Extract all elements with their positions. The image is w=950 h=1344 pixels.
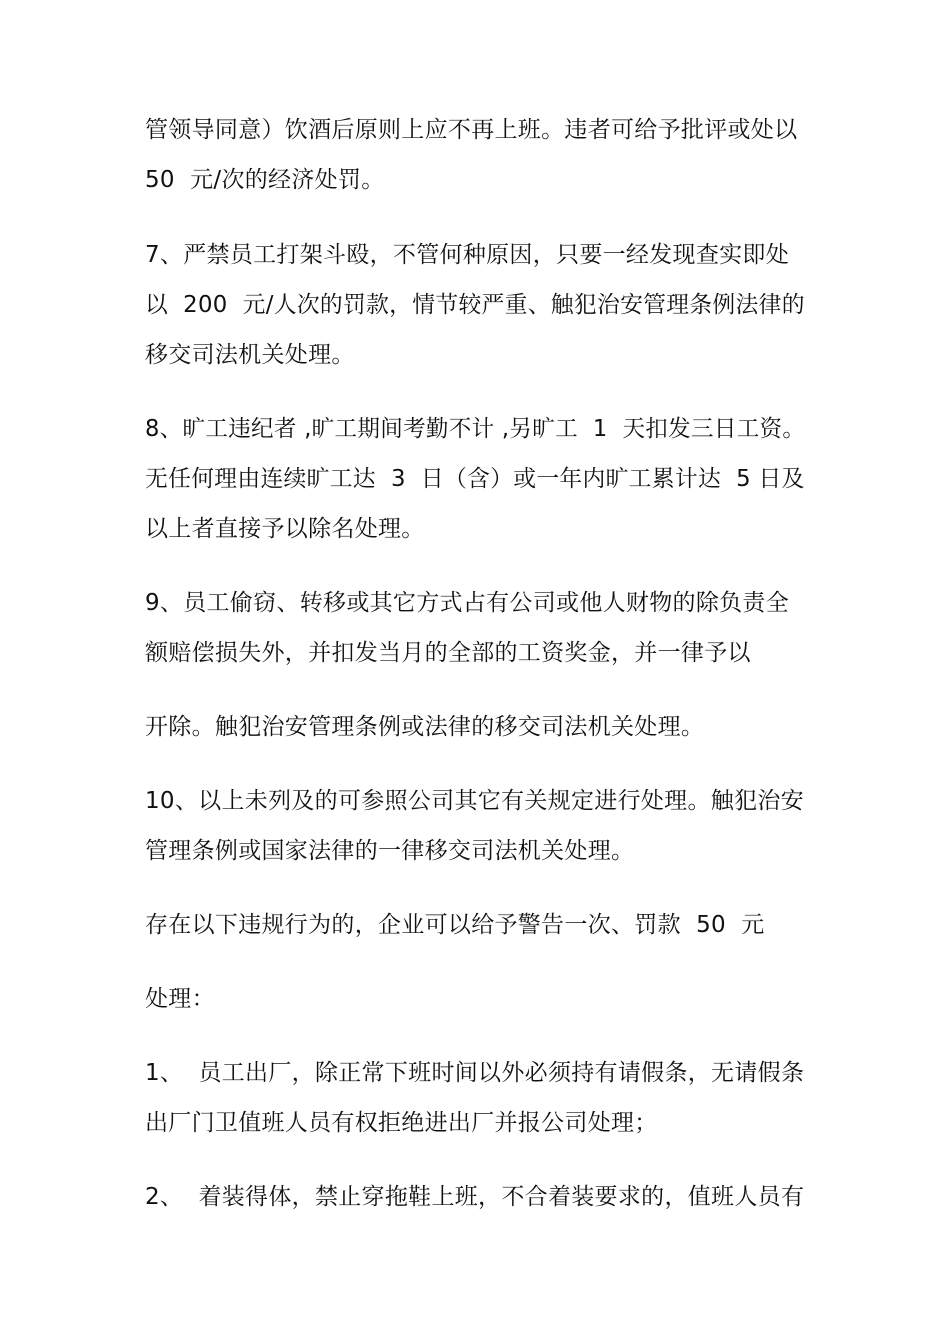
text-line: 50 元/次的经济处罚。	[145, 167, 385, 193]
text-line: 额赔偿损失外，并扣发当月的全部的工资奖金，并一律予以	[145, 640, 751, 666]
text-line: 2、 着装得体，禁止穿拖鞋上班，不合着装要求的，值班人员有	[145, 1184, 805, 1210]
text-line: 开除。触犯治安管理条例或法律的移交司法机关处理。	[145, 714, 705, 740]
text-line: 处理：	[145, 986, 215, 1012]
text-line: 无任何理由连续旷工达 3 日（含）或一年内旷工累计达 5 日及	[145, 466, 805, 492]
text-line: 存在以下违规行为的，企业可以给予警告一次、罚款 50 元	[145, 912, 765, 938]
text-line: 7、严禁员工打架斗殴，不管何种原因，只要一经发现查实即处	[145, 242, 790, 268]
text-line: 9、员工偷窃、转移或其它方式占有公司或他人财物的除负责全	[145, 590, 790, 616]
text-line: 移交司法机关处理。	[145, 342, 355, 368]
text-line: 出厂门卫值班人员有权拒绝进出厂并报公司处理；	[145, 1110, 658, 1136]
text-line: 10、以上未列及的可参照公司其它有关规定进行处理。触犯治安	[145, 788, 804, 814]
text-line: 管理条例或国家法律的一律移交司法机关处理。	[145, 838, 635, 864]
text-line: 以 200 元/人次的罚款，情节较严重、触犯治安管理条例法律的	[145, 292, 805, 318]
text-line: 8、旷工违纪者 ,旷工期间考勤不计 ,另旷工 1 天扣发三日工资。	[145, 416, 806, 442]
text-line: 管领导同意）饮酒后原则上应不再上班。违者可给予批评或处以	[145, 117, 798, 143]
text-line: 以上者直接予以除名处理。	[145, 516, 425, 542]
text-line: 1、 员工出厂，除正常下班时间以外必须持有请假条，无请假条	[145, 1060, 805, 1086]
